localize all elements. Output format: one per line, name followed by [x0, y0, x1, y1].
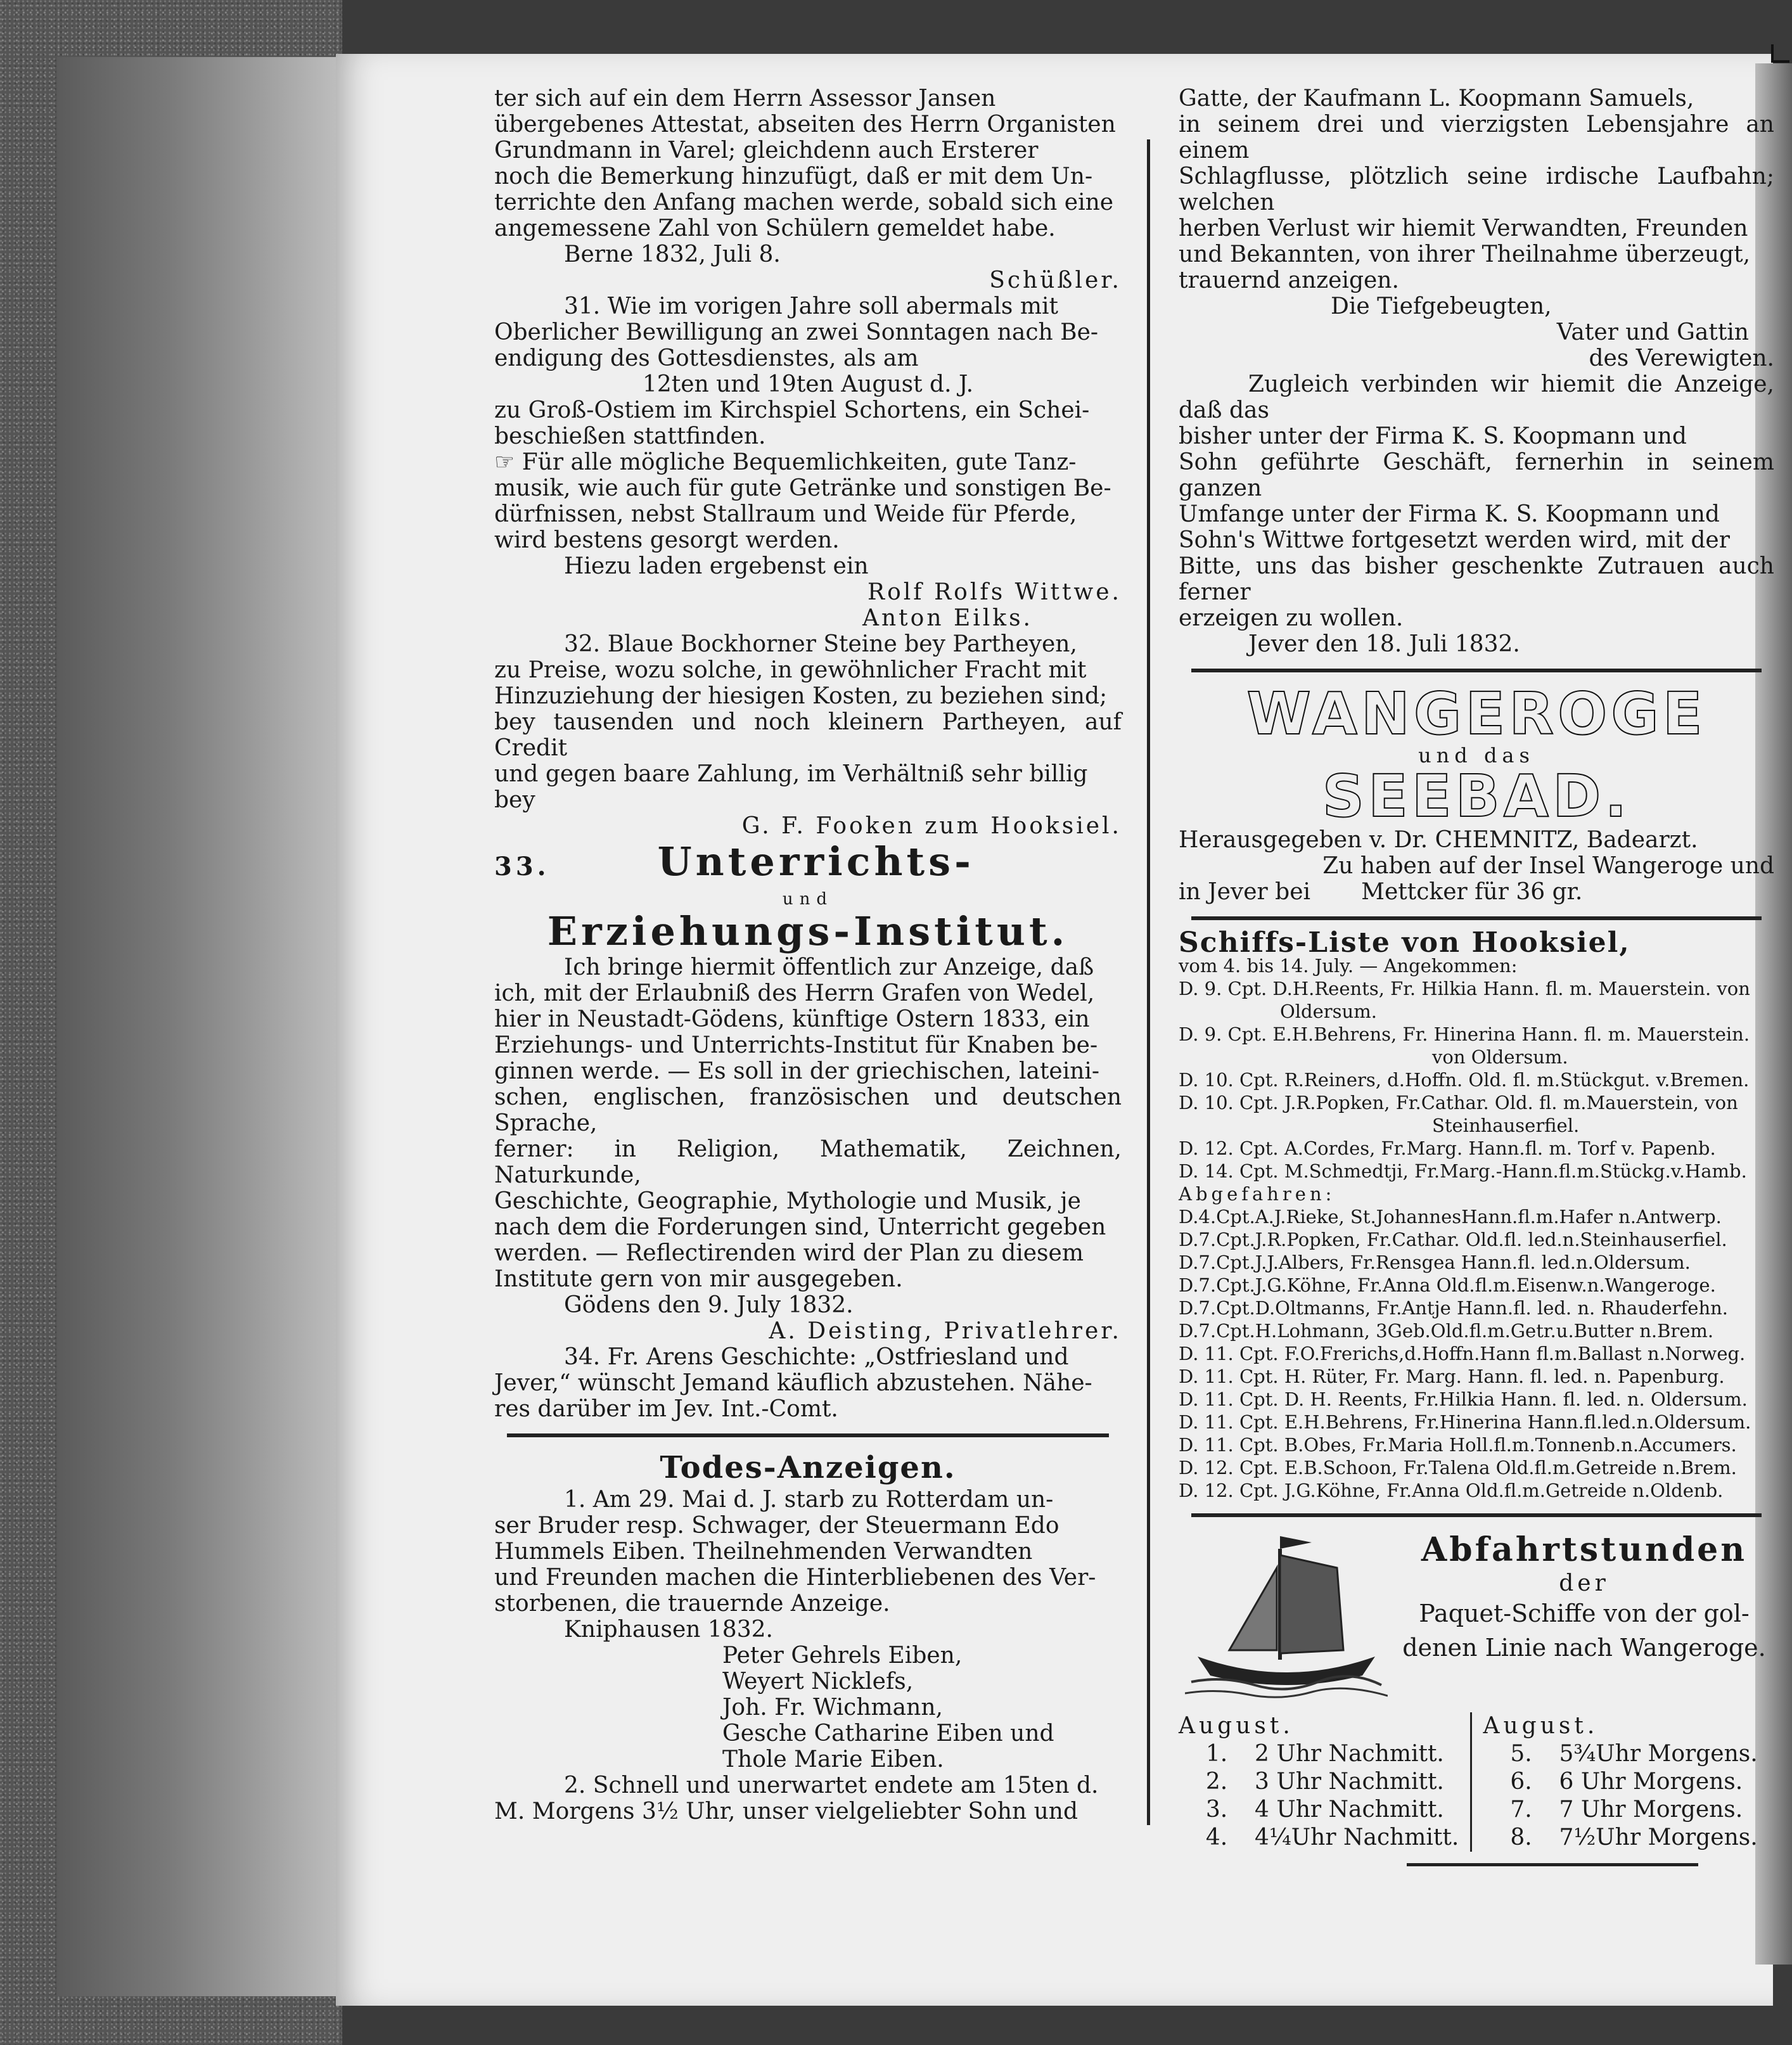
text-line: in Jever bei Mettcker für 36 gr. — [1179, 879, 1583, 905]
text-line: Sohn's Wittwe fortgesetzt werden wird, mit der — [1179, 527, 1730, 553]
place-line: Kniphausen 1832. — [564, 1617, 773, 1643]
text-line: beschießen stattfinden. — [494, 423, 766, 449]
list-item: D. 11. Cpt. D. H. Reents, Fr.Hilkia Hann. fl. led. n. Oldersum. — [1179, 1388, 1748, 1410]
schedule-month: August. — [1483, 1713, 1599, 1739]
text-line: terrichte den Anfang machen werde, sobald sich eine — [494, 189, 1114, 215]
schedule-connector: der — [1559, 1570, 1610, 1596]
list-item: von Oldersum. — [1432, 1046, 1568, 1068]
event-dates: 12ten und 19ten August d. J. — [642, 371, 974, 397]
text-line: 31. Wie im vorigen Jahre soll abermals mit — [564, 293, 1058, 319]
schedule-subtitle: Paquet-Schiffe von der gol- — [1419, 1599, 1750, 1627]
text-line: hier in Neustadt-Gödens, künftige Ostern 1833, ein — [494, 1006, 1090, 1032]
signature: G. F. Fooken zum Hooksiel. — [741, 813, 1122, 839]
text-line: Herausgegeben v. Dr. CHEMNITZ, Badearzt. — [1179, 827, 1698, 853]
schedule-row — [1483, 1768, 1775, 1796]
text-line: Zugleich verbinden wir hiemit die Anzeige, daß das — [1179, 371, 1774, 423]
schedule-day: 4. — [1205, 1824, 1228, 1850]
text-line: 2. Schnell und unerwartet endete am 15ten d. — [564, 1773, 1099, 1798]
text-line: bisher unter der Firma K. S. Koopmann und — [1179, 423, 1687, 449]
sailing-ship-icon — [1185, 1530, 1388, 1701]
list-item: D. 14. Cpt. M.Schmedtji, Fr.Marg.-Hann.fl.m.Stückg.v.Hamb. — [1179, 1160, 1747, 1182]
text-line: M. Morgens 3½ Uhr, unser vielgeliebter Sohn und — [494, 1798, 1078, 1824]
text-line: bey tausenden und noch kleinern Partheyen, auf Credit — [494, 709, 1122, 761]
schedule-right — [1470, 1712, 1775, 1852]
list-item: D. 9. Cpt. D.H.Reents, Fr. Hilkia Hann. fl. m. Mauerstein. von — [1179, 978, 1750, 999]
advert-title: SEEBAD. — [1322, 762, 1631, 830]
text-line: Erziehungs- und Unterrichts-Institut für Knaben be- — [494, 1032, 1098, 1058]
schedule-month: August. — [1179, 1713, 1294, 1739]
list-subtitle: Abgefahren: — [1179, 1183, 1336, 1205]
text-line: und gegen baare Zahlung, im Verhältniß sehr billig — [494, 761, 1088, 787]
schedule-row — [1179, 1824, 1470, 1852]
text-line: noch die Bemerkung hinzufügt, daß er mit dem Un- — [494, 163, 1093, 189]
list-item: D. 12. Cpt. J.G.Köhne, Fr.Anna Old.fl.m.Getreide n.Oldenb. — [1179, 1480, 1724, 1501]
text-line: musik, wie auch für gute Getränke und sonstigen Be- — [494, 475, 1111, 501]
text-line: 1. Am 29. Mai d. J. starb zu Rotterdam un- — [564, 1487, 1054, 1513]
list-item: Oldersum. — [1280, 1001, 1377, 1022]
schedule-day: 8. — [1510, 1824, 1532, 1850]
text-line: storbenen, die trauernde Anzeige. — [494, 1591, 890, 1617]
date-line: Jever den 18. Juli 1832. — [1248, 631, 1520, 657]
mourner-name: Gesche Catharine Eiben und — [722, 1721, 1054, 1747]
list-item: D. 11. Cpt. F.O.Frerichs,d.Hoffn.Hann fl.m.Ballast n.Norweg. — [1179, 1343, 1746, 1364]
text-line: ser Bruder resp. Schwager, der Steuermann Edo — [494, 1513, 1059, 1539]
notice-32 — [494, 631, 1122, 839]
list-item: D.4.Cpt.A.J.Rieke, St.JohannesHann.fl.m.Hafer n.Antwerp. — [1179, 1206, 1722, 1228]
heading-connector: und — [782, 890, 834, 909]
list-item: D. 11. Cpt. E.H.Behrens, Fr.Hinerina Hann.fl.led.n.Oldersum. — [1179, 1411, 1751, 1433]
signature: des Verewigten. — [1589, 345, 1774, 371]
schedule-time: 7½Uhr Morgens. — [1559, 1824, 1758, 1850]
schedule-day: 3. — [1205, 1797, 1228, 1823]
heading: Unterrichts- — [657, 838, 975, 885]
text-line: ☞ Für alle mögliche Bequemlichkeiten, gute Tanz- — [494, 449, 1077, 475]
schedule-row — [1483, 1796, 1775, 1824]
text-line: Umfange unter der Firma K. S. Koopmann und — [1179, 501, 1720, 527]
packet-ship-schedule — [1179, 1530, 1774, 1866]
list-subtitle: vom 4. bis 14. July. — Angekommen: — [1179, 955, 1518, 977]
text-line: angemessene Zahl von Schülern gemeldet habe. — [494, 215, 1056, 241]
schedule-day: 1. — [1205, 1741, 1228, 1767]
closing-rule — [1407, 1863, 1698, 1866]
list-item: D.7.Cpt.J.J.Albers, Fr.Rensgea Hann.fl. led.n.Oldersum. — [1179, 1252, 1691, 1273]
notice-31 — [494, 293, 1122, 631]
text-line: schen, englischen, französischen und deutschen Sprache, — [494, 1084, 1122, 1136]
column-divider — [1147, 139, 1150, 1825]
section-rule — [507, 1433, 1109, 1437]
mourner-name: Peter Gehrels Eiben, — [722, 1643, 963, 1669]
text-line: Geschichte, Geographie, Mythologie und Musik, je — [494, 1188, 1081, 1214]
signature: Schüßler. — [989, 267, 1122, 293]
text-line: Oberlicher Bewilligung an zwei Sonntagen nach Be- — [494, 319, 1099, 345]
list-item: D. 10. Cpt. J.R.Popken, Fr.Cathar. Old. fl. m.Mauerstein, von — [1179, 1092, 1738, 1113]
text-line: res darüber im Jev. Int.-Comt. — [494, 1396, 838, 1422]
text-line: ter sich auf ein dem Herrn Assessor Jansen — [494, 86, 996, 112]
list-item: D.7.Cpt.H.Lohmann, 3Geb.Old.fl.m.Getr.u.Butter n.Brem. — [1179, 1320, 1714, 1342]
text-line: übergebenes Attestat, abseiten des Herrn Organisten — [494, 112, 1116, 138]
schedule-time: 4¼Uhr Nachmitt. — [1255, 1824, 1459, 1850]
text-line: wird bestens gesorgt werden. — [494, 527, 840, 553]
schedule-row — [1179, 1740, 1470, 1768]
heading: Erziehungs-Institut. — [547, 908, 1069, 954]
text-line: Schlagflusse, plötzlich seine irdische Laufbahn; welchen — [1179, 163, 1774, 215]
schedule-subtitle: denen Linie nach Wangeroge. — [1402, 1634, 1766, 1662]
list-item: D.7.Cpt.J.G.Köhne, Fr.Anna Old.fl.m.Eisenw.n.Wangeroge. — [1179, 1274, 1716, 1296]
list-item: D. 12. Cpt. E.B.Schoon, Fr.Talena Old.fl.m.Getreide n.Brem. — [1179, 1457, 1737, 1478]
text-line: Grundmann in Varel; gleichdenn auch Ersterer — [494, 138, 1039, 163]
text-line: Hummels Eiben. Theilnehmenden Verwandten — [494, 1539, 1033, 1565]
signature: Vater und Gattin — [1556, 319, 1749, 345]
schedule-row — [1483, 1740, 1775, 1768]
text-line: Hinzuziehung der hiesigen Kosten, zu beziehen sind; — [494, 683, 1108, 709]
schedule-day: 6. — [1510, 1769, 1532, 1795]
list-item: D. 12. Cpt. A.Cordes, Fr.Marg. Hann.fl. m. Torf v. Papenb. — [1179, 1138, 1716, 1159]
intro-paragraph — [494, 86, 1122, 293]
list-item: D. 11. Cpt. B.Obes, Fr.Maria Holl.fl.m.Tonnenb.n.Accumers. — [1179, 1434, 1737, 1456]
signature: Rolf Rolfs Wittwe. — [867, 579, 1122, 605]
text-line: Sohn geführte Geschäft, fernerhin in seinem ganzen — [1179, 449, 1774, 501]
section-rule — [1191, 669, 1762, 672]
schedule-table — [1179, 1712, 1774, 1852]
schedule-title: Abfahrtstunden — [1421, 1530, 1748, 1569]
ship-list — [1179, 926, 1774, 1502]
schedule-time: 2 Uhr Nachmitt. — [1255, 1741, 1444, 1767]
text-line: Institute gern von mir ausgegeben. — [494, 1266, 903, 1292]
text-line: Ich bringe hiermit öffentlich zur Anzeige, daß — [564, 954, 1094, 980]
list-item: D. 9. Cpt. E.H.Behrens, Fr. Hinerina Hann. fl. m. Mauerstein. — [1179, 1023, 1750, 1045]
signature: Anton Eilks. — [862, 605, 1033, 631]
text-line: ich, mit der Erlaubniß des Herrn Grafen von Wedel, — [494, 980, 1095, 1006]
list-item: D.7.Cpt.D.Oltmanns, Fr.Antje Hann.fl. led. n. Rhauderfehn. — [1179, 1297, 1729, 1319]
schedule-row — [1179, 1796, 1470, 1824]
mourner-name: Thole Marie Eiben. — [722, 1747, 944, 1773]
date-line: Berne 1832, Juli 8. — [564, 241, 781, 267]
text-line: trauernd anzeigen. — [1179, 267, 1399, 293]
text-line: und Bekannten, von ihrer Theilnahme überzeugt, — [1179, 241, 1751, 267]
right-column — [1179, 86, 1774, 1866]
schedule-time: 4 Uhr Nachmitt. — [1255, 1797, 1444, 1823]
text-line: zu Groß-Ostiem im Kirchspiel Schortens, ein Schei- — [494, 397, 1090, 423]
mourner-name: Joh. Fr. Wichmann, — [722, 1695, 943, 1721]
schedule-row — [1179, 1768, 1470, 1796]
text-line: nach dem die Forderungen sind, Unterricht gegeben — [494, 1214, 1106, 1240]
text-line: ferner: in Religion, Mathematik, Zeichnen, Naturkunde, — [494, 1136, 1122, 1188]
left-column — [494, 86, 1122, 1824]
corner-mark — [1771, 44, 1789, 63]
text-line: ginnen werde. — Es soll in der griechischen, lateini- — [494, 1058, 1100, 1084]
list-item: D. 10. Cpt. R.Reiners, d.Hoffn. Old. fl. m.Stückgut. v.Bremen. — [1179, 1069, 1750, 1091]
ship-header — [1179, 1530, 1774, 1707]
text-line: bey — [494, 787, 535, 813]
schedule-day: 5. — [1510, 1741, 1532, 1767]
mourner-name: Weyert Nicklefs, — [722, 1669, 914, 1695]
advert-connector: und das — [1418, 743, 1535, 767]
text-line: Bitte, uns das bisher geschenkte Zutrauen auch ferner — [1179, 553, 1774, 605]
list-item: Steinhauserfiel. — [1432, 1115, 1580, 1136]
text-line: erzeigen zu wollen. — [1179, 605, 1404, 631]
schedule-time: 5¾Uhr Morgens. — [1559, 1741, 1758, 1767]
text-line: 32. Blaue Bockhorner Steine bey Partheyen, — [564, 631, 1077, 657]
section-title: Todes-Anzeigen. — [660, 1450, 956, 1485]
schedule-time: 3 Uhr Nachmitt. — [1255, 1769, 1444, 1795]
signature: A. Deisting, Privatlehrer. — [769, 1318, 1122, 1344]
list-item: D.7.Cpt.J.R.Popken, Fr.Cathar. Old.fl. led.n.Steinhauserfiel. — [1179, 1229, 1727, 1250]
text-line: Jever,“ wünscht Jemand käuflich abzustehen. Nähe- — [494, 1370, 1092, 1396]
signature: Die Tiefgebeugten, — [1331, 293, 1552, 319]
schedule-left — [1179, 1712, 1470, 1852]
text-line: und Freunden machen die Hinterbliebenen des Ver- — [494, 1565, 1096, 1591]
death-notice-2-continued — [1179, 86, 1774, 657]
page-block-edge — [57, 57, 336, 1996]
text-line: zu Preise, wozu solche, in gewöhnlicher Fracht mit — [494, 657, 1087, 683]
schedule-time: 7 Uhr Morgens. — [1559, 1797, 1743, 1823]
text-line: endigung des Gottesdienstes, als am — [494, 345, 919, 371]
schedule-time: 6 Uhr Morgens. — [1559, 1769, 1743, 1795]
wangeroge-advert — [1179, 680, 1774, 905]
schedule-day: 7. — [1510, 1797, 1532, 1823]
schedule-title-block — [1394, 1530, 1774, 1665]
text-line: in seinem drei und vierzigsten Lebensjahre an einem — [1179, 112, 1774, 163]
section-rule — [1191, 916, 1762, 920]
schedule-row — [1483, 1824, 1775, 1852]
list-item: D. 11. Cpt. H. Rüter, Fr. Marg. Hann. fl. led. n. Papenburg. — [1179, 1366, 1725, 1387]
schedule-day: 2. — [1205, 1769, 1228, 1795]
section-title: Schiffs-Liste von Hooksiel, — [1179, 926, 1630, 959]
section-rule — [1191, 1513, 1762, 1517]
text-line: dürfnissen, nebst Stallraum und Weide für Pferde, — [494, 501, 1077, 527]
text-line: Hiezu laden ergebenst ein — [564, 553, 869, 579]
text-line: Zu haben auf der Insel Wangeroge und — [1322, 853, 1774, 879]
date-line: Gödens den 9. July 1832. — [564, 1292, 854, 1318]
notice-34 — [494, 1344, 1122, 1422]
text-line: werden. — Reflectirenden wird der Plan zu diesem — [494, 1240, 1084, 1266]
text-line: Gatte, der Kaufmann L. Koopmann Samuels, — [1179, 86, 1694, 112]
advert-title: WANGEROGE — [1246, 680, 1706, 748]
text-line: herben Verlust wir hiemit Verwandten, Freunden — [1179, 215, 1748, 241]
notice-33 — [494, 839, 1122, 1344]
death-notices — [494, 1449, 1122, 1824]
text-line: 34. Fr. Arens Geschichte: „Ostfriesland und — [564, 1344, 1069, 1370]
notice-number: 33. — [494, 852, 550, 881]
